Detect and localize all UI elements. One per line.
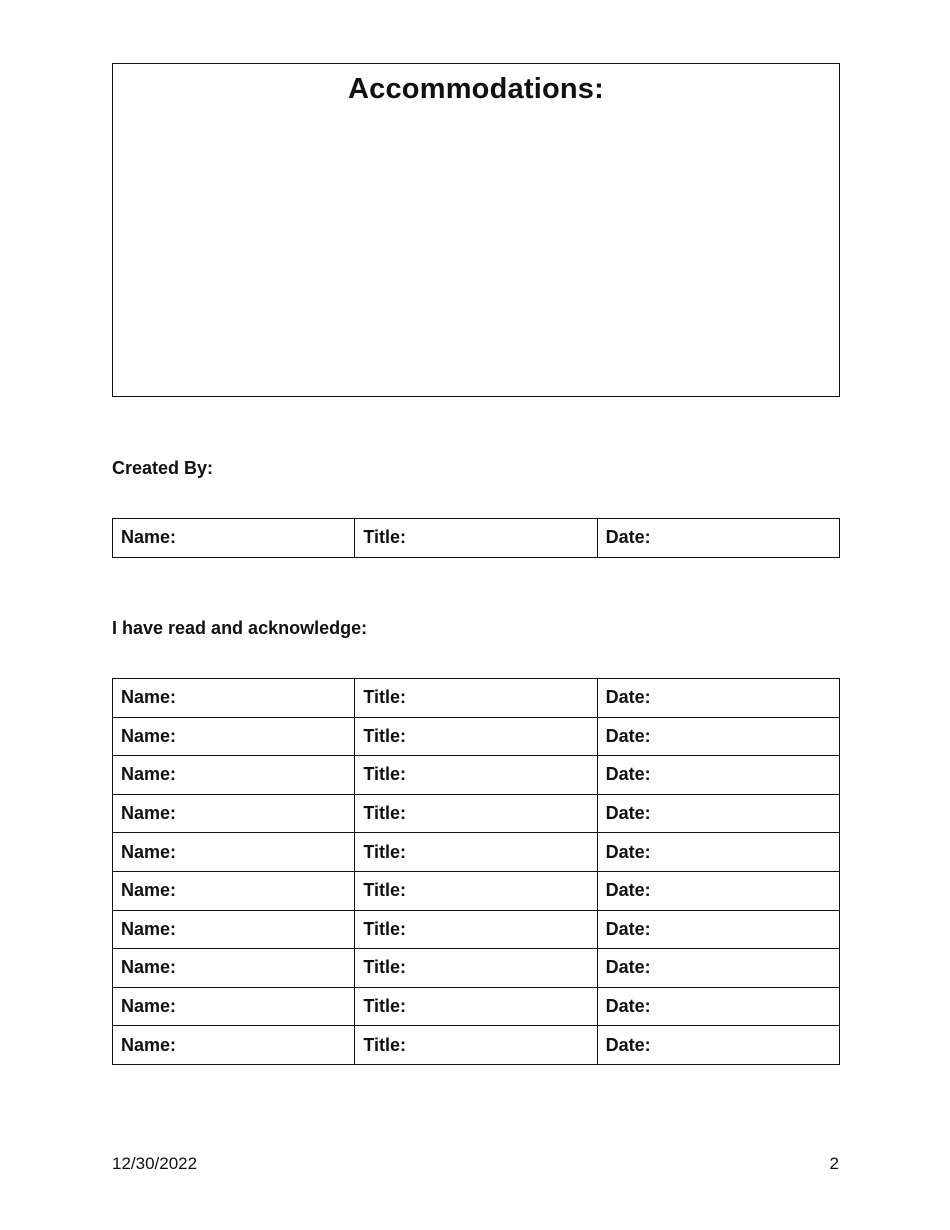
- name-cell[interactable]: Name:: [113, 1026, 355, 1065]
- accommodations-text-area[interactable]: [113, 114, 839, 396]
- title-cell[interactable]: Title:: [355, 910, 597, 949]
- signature-row: [113, 679, 840, 718]
- signature-row: [113, 1026, 840, 1065]
- signature-row: [113, 756, 840, 795]
- signature-row: [113, 910, 840, 949]
- date-cell[interactable]: Date:: [597, 679, 839, 718]
- title-cell[interactable]: Title:: [355, 519, 597, 558]
- accommodations-title: Accommodations:: [348, 73, 604, 105]
- date-cell[interactable]: Date:: [597, 987, 839, 1026]
- signature-row: [113, 717, 840, 756]
- title-cell[interactable]: Title:: [355, 679, 597, 718]
- name-cell[interactable]: Name:: [113, 987, 355, 1026]
- date-cell[interactable]: Date:: [597, 910, 839, 949]
- signature-row: [113, 987, 840, 1026]
- title-cell[interactable]: Title:: [355, 833, 597, 872]
- name-cell[interactable]: Name:: [113, 519, 355, 558]
- name-cell[interactable]: Name:: [113, 833, 355, 872]
- signature-row: [113, 833, 840, 872]
- name-cell[interactable]: Name:: [113, 679, 355, 718]
- created-by-label: Created By:: [112, 458, 214, 478]
- date-cell[interactable]: Date:: [597, 519, 839, 558]
- date-cell[interactable]: Date:: [597, 833, 839, 872]
- name-cell[interactable]: Name:: [113, 794, 355, 833]
- title-cell[interactable]: Title:: [355, 949, 597, 988]
- signature-row: [113, 949, 840, 988]
- title-cell[interactable]: Title:: [355, 756, 597, 795]
- name-cell[interactable]: Name:: [113, 871, 355, 910]
- title-cell[interactable]: Title:: [355, 717, 597, 756]
- name-cell[interactable]: Name:: [113, 910, 355, 949]
- acknowledge-table: [112, 678, 840, 1065]
- date-cell[interactable]: Date:: [597, 756, 839, 795]
- signature-row: [113, 871, 840, 910]
- page-number: 2: [829, 1154, 839, 1173]
- name-cell[interactable]: Name:: [113, 949, 355, 988]
- title-cell[interactable]: Title:: [355, 1026, 597, 1065]
- title-cell[interactable]: Title:: [355, 871, 597, 910]
- title-cell[interactable]: Title:: [355, 987, 597, 1026]
- acknowledge-label: I have read and acknowledge:: [112, 618, 368, 638]
- date-cell[interactable]: Date:: [597, 1026, 839, 1065]
- name-cell[interactable]: Name:: [113, 756, 355, 795]
- date-cell[interactable]: Date:: [597, 949, 839, 988]
- date-cell[interactable]: Date:: [597, 717, 839, 756]
- footer-date: 12/30/2022: [112, 1154, 198, 1173]
- date-cell[interactable]: Date:: [597, 871, 839, 910]
- signature-row: [113, 794, 840, 833]
- title-cell[interactable]: Title:: [355, 794, 597, 833]
- accommodations-box: [112, 63, 840, 397]
- name-cell[interactable]: Name:: [113, 717, 355, 756]
- created-by-table: [112, 518, 840, 558]
- date-cell[interactable]: Date:: [597, 794, 839, 833]
- signature-row: [113, 519, 840, 558]
